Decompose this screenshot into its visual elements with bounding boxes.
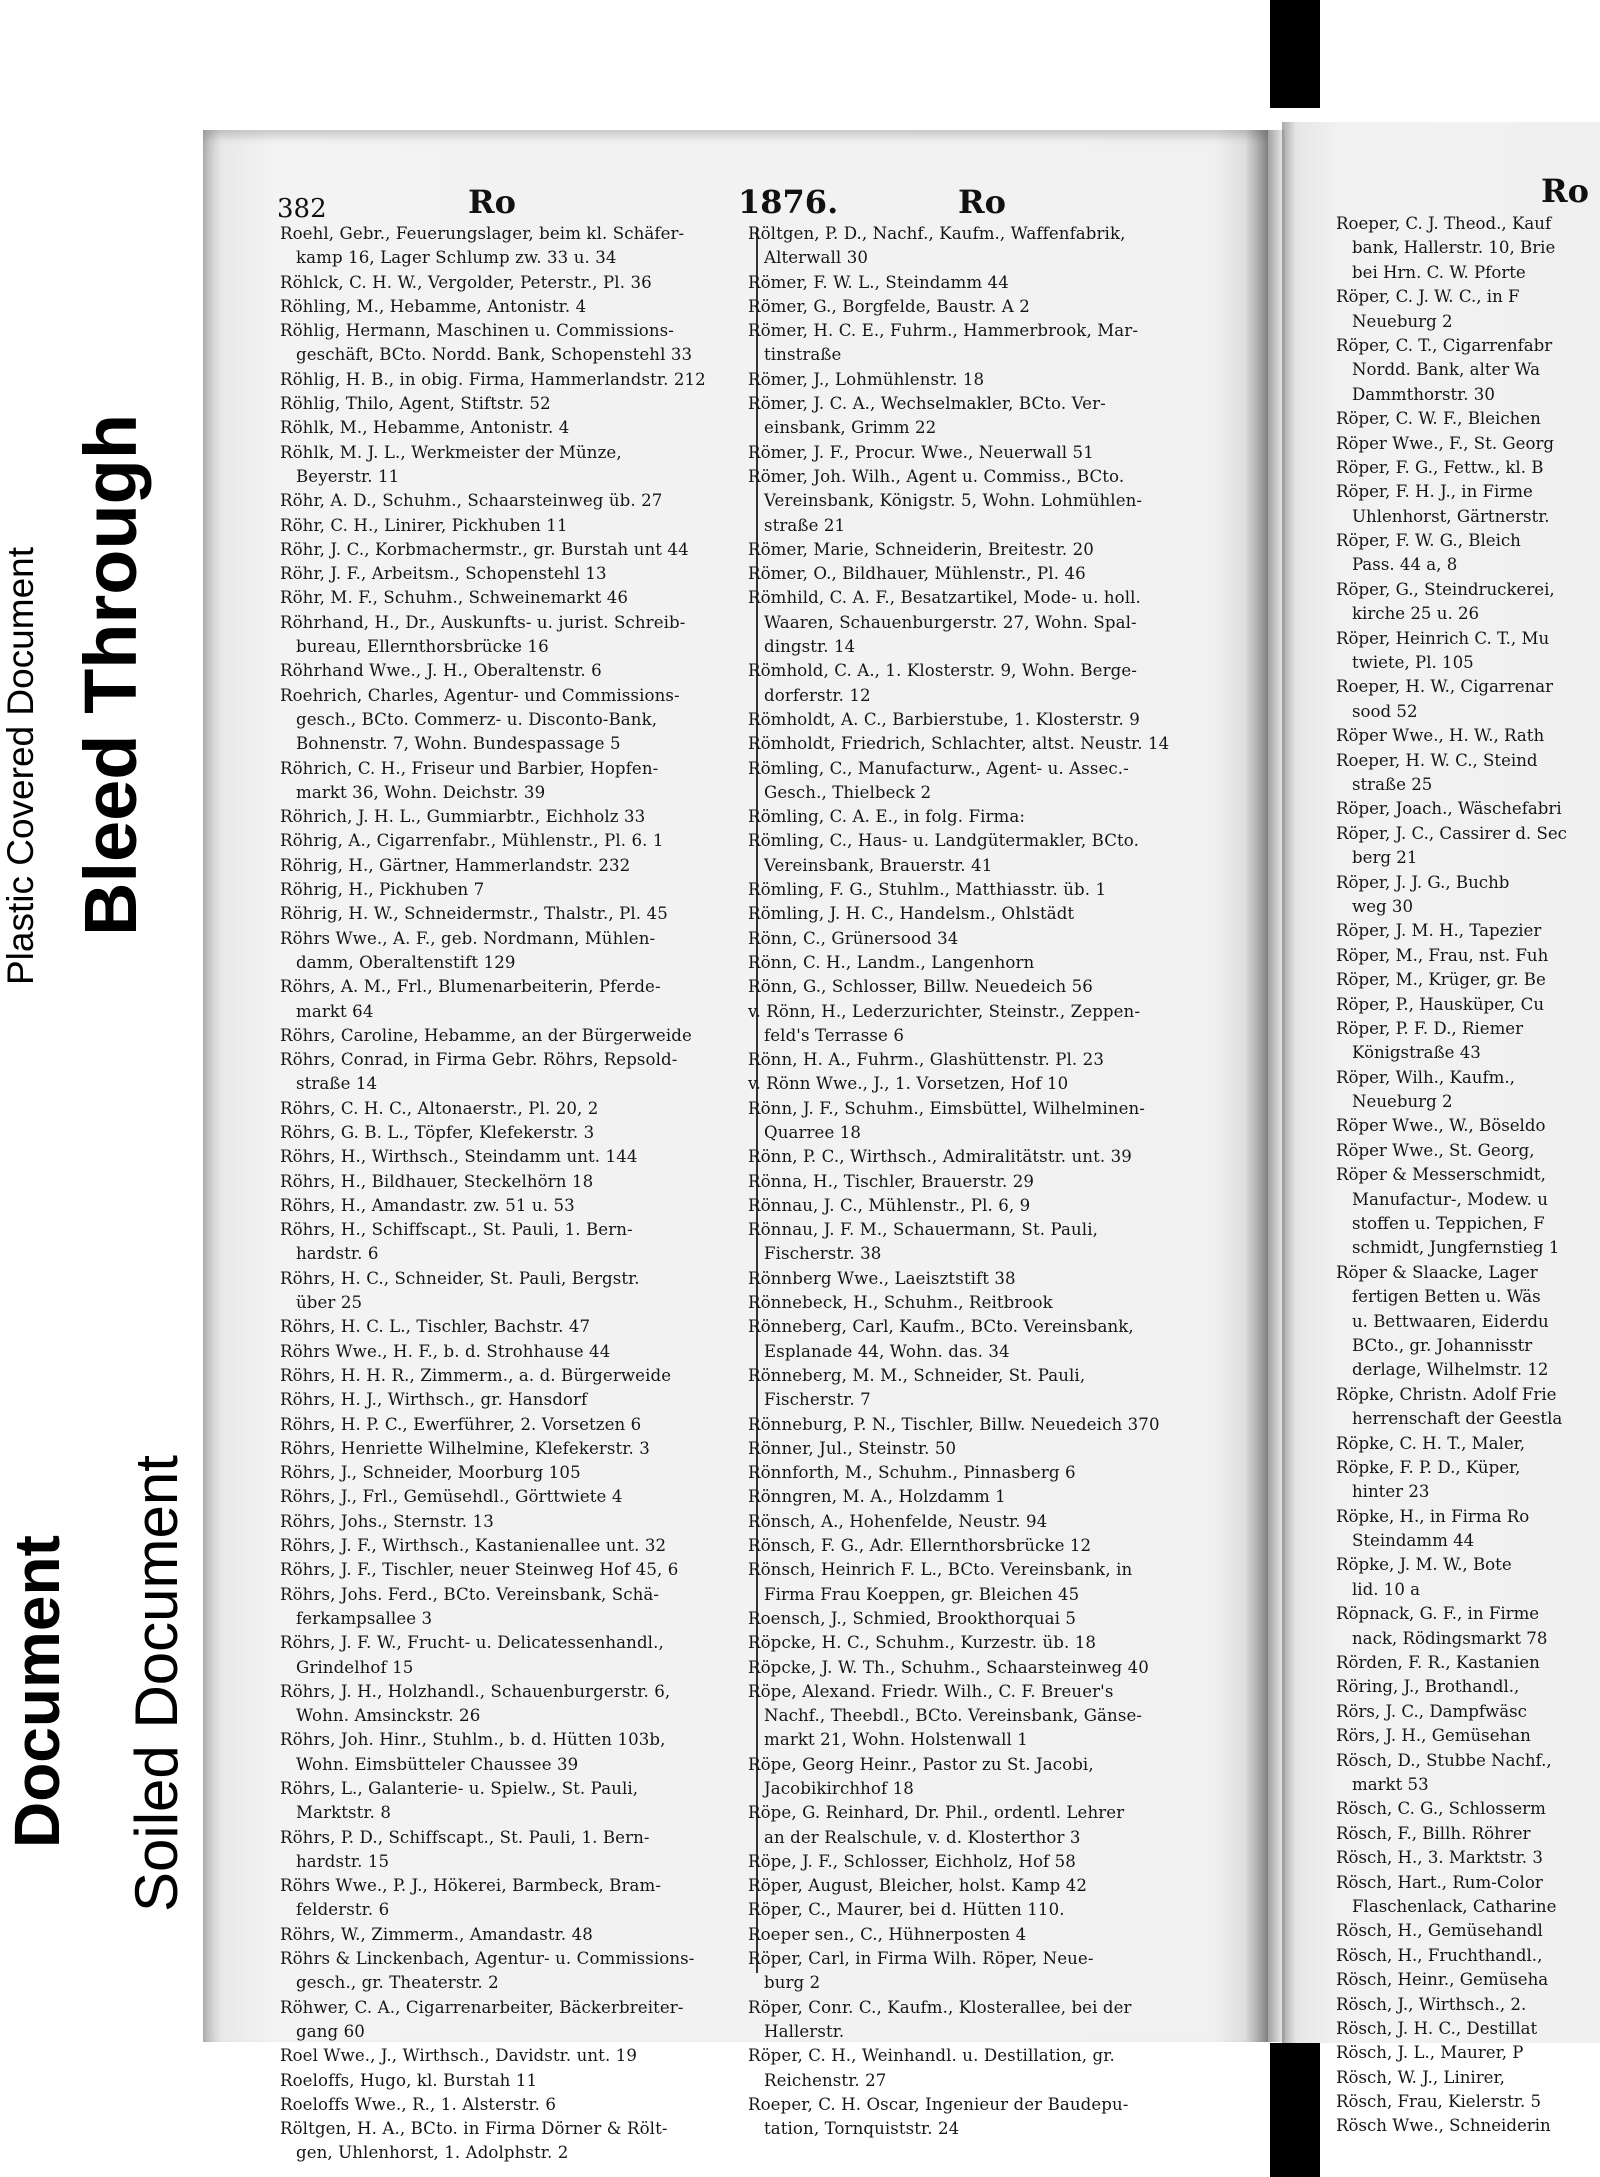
directory-entry-line: burg 2	[764, 1973, 821, 1993]
directory-entry-line: Neueburg 2	[1352, 1092, 1453, 1112]
directory-entry-line: Rönnau, J. C., Mühlenstr., Pl. 6, 9	[748, 1195, 1031, 1215]
directory-entry-line: v. Rönn, H., Lederzurichter, Steinstr., Zeppen-	[748, 1001, 1141, 1021]
directory-entry-line: Röhwer, C. A., Cigarrenarbeiter, Bäckerbreiter-	[280, 1997, 684, 2017]
directory-entry-line: bei Hrn. C. W. Pforte	[1352, 262, 1526, 282]
directory-entry-line: Rönn, P. C., Wirthsch., Admiralitätstr. unt. 39	[748, 1147, 1132, 1167]
directory-entry-line: Rönsch, A., Hohenfelde, Neustr. 94	[748, 1511, 1048, 1531]
directory-entry-line: u. Bettwaaren, Eiderdu	[1352, 1311, 1549, 1331]
directory-entry-line: Rönnau, J. F. M., Schauermann, St. Pauli,	[748, 1220, 1098, 1240]
directory-entry-line: straße 14	[296, 1074, 378, 1094]
directory-entry-line: Röhrs, H. C., Schneider, St. Pauli, Bergstr.	[280, 1268, 640, 1288]
directory-entry-line: Rönn, J. F., Schuhm., Eimsbüttel, Wilhelminen-	[748, 1098, 1145, 1118]
directory-entry-line: Röpe, Alexand. Friedr. Wilh., C. F. Breuer's	[748, 1681, 1114, 1701]
label-soiled-document: Soiled Document	[123, 1455, 190, 1912]
directory-entry-line: Rösch, J., Wirthsch., 2.	[1336, 1994, 1527, 2014]
directory-entry-line: Röhrs, A. M., Frl., Blumenarbeiterin, Pferde-	[280, 977, 661, 997]
directory-entry-line: Röhrs, J. F. W., Frucht- u. Delicatessenhandl.,	[280, 1633, 664, 1653]
directory-entry-line: Röpke, C. H. T., Maler,	[1336, 1433, 1526, 1453]
label-document: Document	[1, 1535, 73, 1848]
directory-entry-line: Röper, J. J. G., Buchb	[1336, 872, 1510, 892]
directory-entry-line: Römer, Marie, Schneiderin, Breitestr. 20	[748, 539, 1094, 559]
page-number: 382	[277, 194, 327, 224]
directory-entry-line: über 25	[296, 1293, 363, 1313]
directory-entry-line: Röhrs Wwe., P. J., Hökerei, Barmbeck, Bram-	[280, 1876, 662, 1896]
directory-entry-line: Röhrs, J., Frl., Gemüsehdl., Görttwiete 4	[280, 1487, 623, 1507]
directory-entry-line: nack, Rödingsmarkt 78	[1352, 1628, 1548, 1648]
directory-entry-line: Nachf., Theebdl., BCto. Vereinsbank, Gänse-	[764, 1706, 1143, 1726]
directory-entry-line: Röhrs, W., Zimmerm., Amandastr. 48	[280, 1924, 593, 1944]
directory-entry-line: markt 36, Wohn. Deichstr. 39	[296, 782, 546, 802]
directory-entry-line: Rösch, Hart., Rum-Color	[1336, 1872, 1543, 1892]
directory-entry-line: felderstr. 6	[296, 1900, 390, 1920]
directory-entry-line: Röhling, M., Hebamme, Antonistr. 4	[280, 296, 587, 316]
directory-entry-line: hinter 23	[1352, 1482, 1430, 1502]
directory-entry-line: Röper Wwe., F., St. Georg	[1336, 433, 1554, 453]
directory-entry-line: dorferstr. 12	[764, 685, 871, 705]
directory-entry-line: Röper, F. H. J., in Firme	[1336, 482, 1533, 502]
directory-entry-line: stoffen u. Teppichen, F	[1352, 1214, 1545, 1234]
directory-entry-line: Röper, J. M. H., Tapezier	[1336, 921, 1542, 941]
directory-entry-line: Römer, J. C. A., Wechselmakler, BCto. Ver-	[748, 394, 1106, 414]
directory-entry-line: Röhrs, H., Amandastr. zw. 51 u. 53	[280, 1195, 575, 1215]
directory-entry-line: Rösch, C. G., Schlosserm	[1336, 1799, 1546, 1819]
directory-entry-line: Röhrs, H., Wirthsch., Steindamm unt. 144	[280, 1147, 638, 1167]
directory-entry-line: Alterwall 30	[764, 248, 869, 268]
directory-entry-line: Röhrig, H., Gärtner, Hammerlandstr. 232	[280, 855, 631, 875]
directory-entry-line: Röhrs, H., Bildhauer, Steckelhörn 18	[280, 1171, 594, 1191]
directory-entry-line: Röper, Carl, in Firma Wilh. Röper, Neue-	[748, 1949, 1094, 1969]
directory-entry-line: Römer, G., Borgfelde, Baustr. A 2	[748, 296, 1030, 316]
directory-entry-line: Röhrich, J. H. L., Gummiarbtr., Eichholz 33	[280, 807, 646, 827]
directory-entry-line: feld's Terrasse 6	[764, 1025, 904, 1045]
directory-entry-line: Rönngren, M. A., Holzdamm 1	[748, 1487, 1006, 1507]
directory-entry-line: Rösch Wwe., Schneiderin	[1336, 2116, 1551, 2136]
directory-entry-line: Röper, M., Frau, nst. Fuh	[1336, 945, 1549, 965]
directory-entry-line: Rörs, J. H., Gemüsehan	[1336, 1726, 1531, 1746]
directory-entry-line: Pass. 44 a, 8	[1352, 555, 1458, 575]
directory-entry-line: Roehl, Gebr., Feuerungslager, beim kl. Schäfer-	[280, 224, 685, 243]
directory-entry-line: gen, Uhlenhorst, 1. Adolphstr. 2	[296, 2143, 569, 2163]
directory-entry-line: markt 53	[1352, 1775, 1429, 1794]
directory-entry-line: v. Rönn Wwe., J., 1. Vorsetzen, Hof 10	[748, 1074, 1069, 1094]
directory-entry-line: an der Realschule, v. d. Klosterthor 3	[764, 1827, 1081, 1847]
directory-entry-line: Rösch, J. L., Maurer, P	[1336, 2043, 1524, 2063]
directory-entry-line: Röhrs, Joh. Hinr., Stuhlm., b. d. Hütten 103b,	[280, 1730, 666, 1750]
directory-entry-line: Röhrs Wwe., H. F., b. d. Strohhause 44	[280, 1341, 611, 1361]
directory-entry-line: Röhrs Wwe., A. F., geb. Nordmann, Mühlen-	[280, 928, 656, 948]
directory-entry-line: Nordd. Bank, alter Wa	[1352, 360, 1541, 380]
directory-entry-line: Römhold, C. A., 1. Klosterstr. 9, Wohn. Berge-	[748, 661, 1137, 681]
directory-entry-line: gang 60	[296, 2021, 365, 2041]
directory-entry-line: BCto., gr. Johannisstr	[1352, 1335, 1533, 1355]
directory-entry-line: Rösch, H., Gemüsehandl	[1336, 1921, 1543, 1941]
directory-entry-line: Röhrhand, H., Dr., Auskunfts- u. jurist. Schreib-	[280, 612, 686, 632]
directory-entry-line: Röper, August, Bleicher, holst. Kamp 42	[748, 1876, 1088, 1896]
directory-entry-line: Röhlig, Hermann, Maschinen u. Commissions-	[280, 321, 674, 341]
directory-entry-line: Waaren, Schauenburgerstr. 27, Wohn. Spal-	[764, 612, 1137, 632]
directory-column-right-page	[1336, 212, 1600, 2139]
directory-entry-line: Röpcke, H. C., Schuhm., Kurzestr. üb. 18	[748, 1633, 1097, 1653]
directory-entry-line: Rönnberg Wwe., Laeisztstift 38	[748, 1268, 1016, 1288]
directory-entry-line: Königstraße 43	[1352, 1043, 1481, 1063]
directory-entry-line: Röpke, H., in Firma Ro	[1336, 1506, 1530, 1526]
directory-entry-line: Römling, C., Manufacturw., Agent- u. Assec.-	[748, 758, 1129, 778]
directory-entry-line: Römer, H. C. E., Fuhrm., Hammerbrook, Mar-	[748, 321, 1139, 341]
directory-entry-line: Röhrs, H. J., Wirthsch., gr. Hansdorf	[280, 1390, 588, 1410]
directory-entry-line: Roensch, J., Schmied, Brookthorquai 5	[748, 1608, 1077, 1628]
directory-entry-line: Röhrs, Caroline, Hebamme, an der Bürgerweide	[280, 1025, 692, 1045]
directory-entry-line: Röhrs, P. D., Schiffscapt., St. Pauli, 1. Bern-	[280, 1827, 650, 1847]
directory-entry-line: hardstr. 6	[296, 1244, 379, 1264]
directory-entry-line: gesch., gr. Theaterstr. 2	[296, 1973, 499, 1993]
directory-column-middle	[748, 222, 1228, 2141]
directory-entry-line: Röring, J., Brothandl.,	[1336, 1677, 1520, 1697]
directory-entry-line: derlage, Wilhelmstr. 12	[1352, 1360, 1549, 1380]
directory-entry-line: ferkampsallee 3	[296, 1608, 433, 1628]
directory-entry-line: Rönneberg, M. M., Schneider, St. Pauli,	[748, 1365, 1086, 1385]
directory-entry-line: Roeper, H. W., Cigarrenar	[1336, 677, 1554, 697]
directory-entry-line: Röhrs, Johs., Sternstr. 13	[280, 1511, 494, 1531]
directory-entry-line: Fischerstr. 38	[764, 1244, 882, 1264]
directory-entry-line: Römling, J. H. C., Handelsm., Ohlstädt	[748, 904, 1075, 924]
directory-entry-line: tation, Tornquiststr. 24	[764, 2119, 960, 2139]
label-plastic-covered-document: Plastic Covered Document	[0, 546, 41, 985]
directory-entry-line: Rönsch, F. G., Adr. Ellernthorsbrücke 12	[748, 1536, 1092, 1556]
directory-entry-line: bureau, Ellernthorsbrücke 16	[296, 637, 549, 657]
directory-entry-line: Rönn, G., Schlosser, Billw. Neuedeich 56	[748, 977, 1093, 997]
directory-entry-line: Röltgen, H. A., BCto. in Firma Dörner & Rölt-	[280, 2119, 668, 2139]
directory-entry-line: Rösch, F., Billh. Röhrer	[1336, 1823, 1531, 1843]
directory-entry-line: bank, Hallerstr. 10, Brie	[1352, 238, 1556, 258]
directory-entry-line: Fischerstr. 7	[764, 1390, 871, 1410]
directory-entry-line: Röper & Messerschmidt,	[1336, 1165, 1546, 1185]
directory-entry-line: Gesch., Thielbeck 2	[764, 782, 932, 802]
directory-entry-line: Röpke, Christn. Adolf Frie	[1336, 1384, 1557, 1404]
directory-entry-line: Röpe, Georg Heinr., Pastor zu St. Jacobi,	[748, 1754, 1094, 1774]
directory-entry-line: Vereinsbank, Königstr. 5, Wohn. Lohmühlen-	[764, 491, 1143, 511]
scanner-edge-bottom	[1270, 2043, 1320, 2177]
directory-entry-line: Röhr, C. H., Linirer, Pickhuben 11	[280, 515, 568, 535]
directory-entry-line: Rönneberg, Carl, Kaufm., BCto. Vereinsbank,	[748, 1317, 1134, 1337]
directory-entry-line: Jacobikirchhof 18	[764, 1779, 914, 1798]
directory-entry-line: Röhrs, Conrad, in Firma Gebr. Röhrs, Repsold-	[280, 1050, 678, 1070]
directory-entry-line: Röhr, J. F., Arbeitsm., Schopenstehl 13	[280, 564, 607, 584]
header-abbrev-left: Ro	[468, 183, 516, 221]
directory-entry-line: Röper & Slaacke, Lager	[1336, 1262, 1538, 1282]
directory-entry-line: kirche 25 u. 26	[1352, 604, 1480, 624]
header-abbrev-right-page: Ro	[1541, 172, 1589, 210]
directory-entry-line: Rönnebeck, H., Schuhm., Reitbrook	[748, 1293, 1053, 1313]
directory-entry-line: Römling, F. G., Stuhlm., Matthiasstr. üb. 1	[748, 880, 1107, 900]
directory-entry-line: Rönn, H. A., Fuhrm., Glashüttenstr. Pl. 23	[748, 1050, 1104, 1070]
directory-entry-line: Röper, C. J. W. C., in F	[1336, 287, 1520, 307]
directory-entry-line: Hallerstr.	[764, 2021, 845, 2041]
directory-entry-line: straße 25	[1352, 774, 1433, 794]
directory-column-left	[280, 222, 750, 2166]
directory-entry-line: Roeper sen., C., Hühnerposten 4	[748, 1924, 1027, 1944]
directory-entry-line: Röper, C. T., Cigarrenfabr	[1336, 335, 1553, 355]
directory-entry-line: Rönsch, Heinrich F. L., BCto. Vereinsbank, in	[748, 1560, 1133, 1580]
directory-entry-line: Rönn, C., Grünersood 34	[748, 928, 959, 948]
directory-entry-line: Manufactur-, Modew. u	[1352, 1189, 1548, 1209]
directory-entry-line: Rösch, D., Stubbe Nachf.,	[1336, 1750, 1552, 1770]
directory-entry-line: Reichenstr. 27	[764, 2070, 887, 2090]
directory-entry-line: straße 21	[764, 515, 846, 535]
directory-entry-line: Röhrs, H. P. C., Ewerführer, 2. Vorsetzen 6	[280, 1414, 642, 1434]
directory-entry-line: Römling, C., Haus- u. Landgütermakler, BCto.	[748, 831, 1139, 851]
directory-entry-line: Grindelhof 15	[296, 1657, 414, 1677]
directory-entry-line: Roehrich, Charles, Agentur- und Commissions-	[280, 685, 680, 705]
directory-entry-line: Römer, J., Lohmühlenstr. 18	[748, 369, 985, 389]
directory-entry-line: Röper, C. H., Weinhandl. u. Destillation, gr.	[748, 2046, 1115, 2066]
directory-entry-line: herrenschaft der Geestla	[1352, 1409, 1563, 1429]
directory-entry-line: Uhlenhorst, Gärtnerstr.	[1352, 506, 1550, 526]
directory-entry-line: Flaschenlack, Catharine	[1352, 1896, 1557, 1916]
directory-entry-line: Röper, P., Hausküper, Cu	[1336, 994, 1545, 1014]
directory-entry-line: berg 21	[1352, 848, 1418, 868]
directory-entry-line: Röper, Heinrich C. T., Mu	[1336, 628, 1550, 648]
directory-entry-line: Röhrs & Linckenbach, Agentur- u. Commissions-	[280, 1949, 695, 1969]
directory-entry-line: Wohn. Eimsbütteler Chaussee 39	[296, 1754, 579, 1774]
directory-entry-line: Röhrs, H. C. L., Tischler, Bachstr. 47	[280, 1317, 591, 1337]
directory-entry-line: Röhrs, H., Schiffscapt., St. Pauli, 1. Bern-	[280, 1220, 633, 1240]
directory-entry-line: Röhrs, J., Schneider, Moorburg 105	[280, 1463, 581, 1483]
directory-entry-line: weg 30	[1352, 896, 1414, 916]
directory-entry-line: Röhr, A. D., Schuhm., Schaarsteinweg üb. 27	[280, 491, 663, 511]
directory-entry-line: Röhlk, M. J. L., Werkmeister der Münze,	[280, 442, 622, 462]
directory-entry-line: Röpnack, G. F., in Firme	[1336, 1604, 1540, 1624]
directory-entry-line: Röhrich, C. H., Friseur und Barbier, Hopfen-	[280, 758, 659, 778]
directory-entry-line: Dammthorstr. 30	[1352, 384, 1495, 404]
directory-entry-line: Röper, F. G., Fettw., kl. B	[1336, 457, 1544, 477]
directory-entry-line: Rönn, C. H., Landm., Langenhorn	[748, 952, 1035, 972]
directory-entry-line: Rösch, H., 3. Marktstr. 3	[1336, 1848, 1543, 1868]
directory-entry-line: markt 21, Wohn. Holstenwall 1	[764, 1730, 1028, 1750]
directory-entry-line: Rönneburg, P. N., Tischler, Billw. Neuedeich 370	[748, 1414, 1160, 1434]
directory-entry-line: Roel Wwe., J., Wirthsch., Davidstr. unt. 19	[280, 2046, 638, 2066]
directory-entry-line: Röper, F. W. G., Bleich	[1336, 531, 1521, 551]
directory-entry-line: Röhlck, C. H. W., Vergolder, Peterstr., Pl. 36	[280, 272, 652, 292]
directory-entry-line: Röpe, G. Reinhard, Dr. Phil., ordentl. Lehrer	[748, 1803, 1125, 1823]
scanner-edge-top	[1270, 0, 1320, 108]
directory-entry-line: Esplanade 44, Wohn. das. 34	[764, 1341, 1010, 1361]
directory-entry-line: Röper, Wilh., Kaufm.,	[1336, 1067, 1515, 1087]
directory-entry-line: Marktstr. 8	[296, 1803, 392, 1823]
directory-entry-line: fertigen Betten u. Wäs	[1352, 1287, 1541, 1307]
header-abbrev-right: Ro	[958, 183, 1006, 221]
directory-entry-line: Röper, C., Maurer, bei d. Hütten 110.	[748, 1900, 1065, 1920]
directory-entry-line: Röper Wwe., H. W., Rath	[1336, 726, 1545, 746]
directory-entry-line: sood 52	[1352, 701, 1418, 721]
directory-entry-line: Röpke, J. M. W., Bote	[1336, 1555, 1512, 1575]
directory-entry-line: Rösch, Heinr., Gemüseha	[1336, 1970, 1549, 1990]
directory-entry-line: Röhrs, G. B. L., Töpfer, Klefekerstr. 3	[280, 1122, 595, 1142]
directory-entry-line: Römholdt, A. C., Barbierstube, 1. Klosterstr. 9	[748, 709, 1140, 729]
directory-entry-line: Römling, C. A. E., in folg. Firma:	[748, 807, 1026, 827]
directory-entry-line: Firma Frau Koeppen, gr. Bleichen 45	[764, 1584, 1080, 1604]
directory-entry-line: Römhild, C. A. F., Besatzartikel, Mode- u. holl.	[748, 588, 1141, 608]
directory-entry-line: Röhrhand Wwe., J. H., Oberaltenstr. 6	[280, 661, 602, 681]
directory-entry-line: Rörs, J. C., Dampfwäsc	[1336, 1701, 1527, 1721]
directory-entry-line: Röltgen, P. D., Nachf., Kaufm., Waffenfabrik,	[748, 224, 1126, 243]
directory-entry-line: Steindamm 44	[1352, 1531, 1475, 1551]
directory-entry-line: Röhr, J. C., Korbmachermstr., gr. Burstah unt 44	[280, 539, 689, 559]
directory-entry-line: Rösch, W. J., Linirer,	[1336, 2067, 1505, 2087]
directory-entry-line: Röhlig, H. B., in obig. Firma, Hammerlandstr. 212	[280, 369, 706, 389]
gutter-shadow	[1245, 130, 1285, 2042]
directory-entry-line: Roeloffs, Hugo, kl. Burstah 11	[280, 2070, 538, 2090]
directory-entry-line: Beyerstr. 11	[296, 466, 400, 486]
directory-entry-line: Röper, Joach., Wäschefabri	[1336, 799, 1562, 819]
directory-entry-line: Röhrs, L., Galanterie- u. Spielw., St. Pauli,	[280, 1779, 639, 1798]
header-year: 1876.	[738, 183, 839, 221]
directory-entry-line: Röper, J. C., Cassirer d. Sec	[1336, 823, 1567, 843]
directory-entry-line: Röhrs, J. F., Tischler, neuer Steinweg Hof 45, 6	[280, 1560, 679, 1580]
directory-entry-line: markt 64	[296, 1001, 374, 1021]
directory-entry-line: Wohn. Amsinckstr. 26	[296, 1706, 481, 1726]
directory-entry-line: Roeper, C. H. Oscar, Ingenieur der Baudepu-	[748, 2094, 1129, 2114]
directory-entry-line: einsbank, Grimm 22	[764, 418, 937, 438]
directory-entry-line: Röhr, M. F., Schuhm., Schweinemarkt 46	[280, 588, 629, 608]
directory-entry-line: Röper, P. F. D., Riemer	[1336, 1018, 1524, 1038]
directory-entry-line: dingstr. 14	[764, 637, 856, 657]
directory-entry-line: Röper Wwe., W., Böseldo	[1336, 1116, 1546, 1136]
directory-entry-line: twiete, Pl. 105	[1352, 653, 1474, 673]
directory-entry-line: Röhlk, M., Hebamme, Antonistr. 4	[280, 418, 570, 438]
directory-entry-line: Bohnenstr. 7, Wohn. Bundespassage 5	[296, 734, 621, 754]
directory-entry-line: Vereinsbank, Brauerstr. 41	[764, 855, 993, 875]
directory-entry-line: Rösch, Frau, Kielerstr. 5	[1336, 2092, 1542, 2112]
directory-entry-line: Röhrig, H. W., Schneidermstr., Thalstr., Pl. 45	[280, 904, 668, 924]
directory-entry-line: Roeper, H. W. C., Steind	[1336, 750, 1538, 770]
directory-entry-line: Römer, Joh. Wilh., Agent u. Commiss., BCto.	[748, 466, 1125, 486]
directory-entry-line: Rösch, J. H. C., Destillat	[1336, 2018, 1538, 2038]
directory-entry-line: gesch., BCto. Commerz- u. Disconto-Bank,	[296, 709, 658, 729]
directory-entry-line: Röhrs, H. H. R., Zimmerm., a. d. Bürgerweide	[280, 1365, 672, 1385]
directory-entry-line: Röper, G., Steindruckerei,	[1336, 579, 1555, 599]
directory-entry-line: schmidt, Jungfernstieg 1	[1352, 1238, 1560, 1258]
directory-entry-line: Röpke, F. P. D., Küper,	[1336, 1457, 1521, 1477]
directory-entry-line: Röpcke, J. W. Th., Schuhm., Schaarsteinweg 40	[748, 1657, 1149, 1677]
directory-entry-line: Rösch, H., Fruchthandl.,	[1336, 1945, 1543, 1965]
directory-entry-line: lid. 10 a	[1352, 1579, 1421, 1599]
directory-entry-line: Röhrs, J. H., Holzhandl., Schauenburgerstr. 6,	[280, 1681, 671, 1701]
directory-entry-line: kamp 16, Lager Schlump zw. 33 u. 34	[296, 248, 617, 268]
directory-entry-line: Römholdt, Friedrich, Schlachter, altst. Neustr. 14	[748, 734, 1170, 754]
directory-entry-line: Röpe, J. F., Schlosser, Eichholz, Hof 58	[748, 1851, 1076, 1871]
directory-entry-line: Neueburg 2	[1352, 311, 1453, 331]
directory-entry-line: Römer, F. W. L., Steindamm 44	[748, 272, 1009, 292]
directory-entry-line: Röhrig, H., Pickhuben 7	[280, 880, 485, 900]
directory-entry-line: Römer, O., Bildhauer, Mühlenstr., Pl. 46	[748, 564, 1086, 584]
directory-entry-line: Röhrs, C. H. C., Altonaerstr., Pl. 20, 2	[280, 1098, 599, 1118]
directory-entry-line: Röper Wwe., St. Georg,	[1336, 1140, 1535, 1160]
directory-entry-line: Rönna, H., Tischler, Brauerstr. 29	[748, 1171, 1035, 1191]
directory-entry-line: Röper, Conr. C., Kaufm., Klosterallee, bei der	[748, 1997, 1132, 2017]
directory-entry-line: Quarree 18	[764, 1122, 862, 1142]
directory-entry-line: Röper, C. W. F., Bleichen	[1336, 409, 1541, 429]
directory-entry-line: Rönner, Jul., Steinstr. 50	[748, 1438, 957, 1458]
directory-entry-line: Roeper, C. J. Theod., Kauf	[1336, 214, 1552, 233]
directory-entry-line: Röhrs, Johs. Ferd., BCto. Vereinsbank, Schä-	[280, 1584, 660, 1604]
directory-entry-line: Röhlig, Thilo, Agent, Stiftstr. 52	[280, 394, 551, 414]
directory-entry-line: Röhrs, J. F., Wirthsch., Kastanienallee unt. 32	[280, 1536, 667, 1556]
directory-entry-line: Römer, J. F., Procur. Wwe., Neuerwall 51	[748, 442, 1094, 462]
directory-entry-line: Roeloffs Wwe., R., 1. Alsterstr. 6	[280, 2094, 557, 2114]
directory-entry-line: Röhrig, A., Cigarrenfabr., Mühlenstr., Pl. 6. 1	[280, 831, 664, 851]
directory-entry-line: Röhrs, Henriette Wilhelmine, Klefekerstr. 3	[280, 1438, 650, 1458]
label-bleed-through: Bleed Through	[69, 413, 152, 936]
directory-entry-line: Röper, M., Krüger, gr. Be	[1336, 970, 1546, 990]
directory-entry-line: tinstraße	[764, 345, 842, 365]
directory-entry-line: Rönnforth, M., Schuhm., Pinnasberg 6	[748, 1463, 1076, 1483]
directory-entry-line: geschäft, BCto. Nordd. Bank, Schopenstehl 33	[296, 345, 693, 365]
directory-entry-line: hardstr. 15	[296, 1851, 390, 1871]
directory-entry-line: Rörden, F. R., Kastanien	[1336, 1653, 1540, 1673]
directory-entry-line: damm, Oberaltenstift 129	[296, 952, 516, 972]
